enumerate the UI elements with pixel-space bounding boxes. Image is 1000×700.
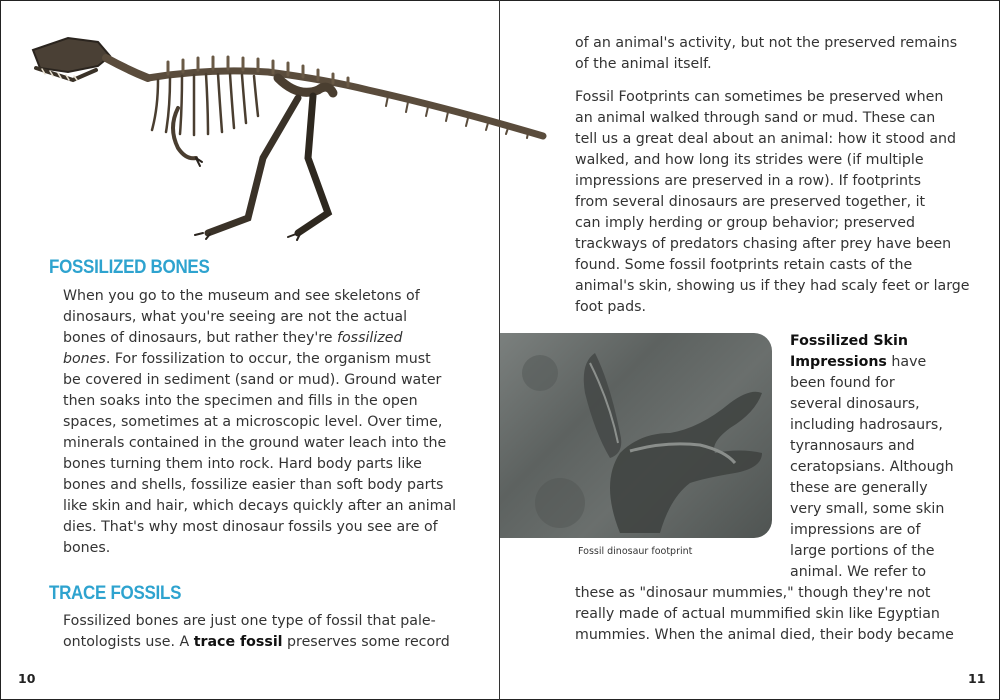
italic-term: fossilized bbox=[337, 330, 403, 346]
text-line: found. Some fossil footprints retain casts of the bbox=[575, 257, 913, 273]
text-line: an animal walked through sand or mud. These can bbox=[575, 110, 936, 126]
page-number-left: 10 bbox=[18, 671, 36, 686]
text-span: have bbox=[886, 354, 927, 370]
text-line: Fossilized bones are just one type of fossil that pale- bbox=[63, 613, 436, 629]
text-line: impressions are of bbox=[790, 522, 921, 538]
text-line: animal. We refer to bbox=[790, 564, 927, 580]
bold-term: Impressions bbox=[790, 354, 887, 370]
text-line: including hadrosaurs, bbox=[790, 417, 943, 433]
text-line bbox=[63, 632, 483, 653]
bold-term: trace fossil bbox=[193, 634, 283, 650]
text-line: bones turning them into rock. Hard body parts like bbox=[63, 456, 422, 472]
text-line: spaces, sometimes at a microscopic level. Over time, bbox=[63, 414, 443, 430]
intro-paragraph bbox=[575, 33, 975, 75]
photo-caption: Fossil dinosaur footprint bbox=[578, 546, 693, 557]
text-span: ontologists use. A bbox=[63, 634, 194, 650]
text-line bbox=[63, 328, 483, 349]
dinosaur-skeleton-image bbox=[28, 28, 548, 243]
text-line: minerals contained in the ground water leach into the bbox=[63, 435, 447, 451]
text-line: Fossil Footprints can sometimes be preserved when bbox=[575, 89, 944, 105]
text-line bbox=[63, 349, 483, 370]
text-line: tyrannosaurs and bbox=[790, 438, 915, 454]
text-line: really made of actual mummified skin like Egyptian bbox=[575, 606, 940, 622]
footprints-paragraph bbox=[575, 87, 975, 318]
text-line: dies. That's why most dinosaur fossils you see are of bbox=[63, 519, 438, 535]
left-page bbox=[0, 0, 499, 700]
footprint-icon bbox=[500, 333, 772, 538]
text-line: bones and shells, fossilize easier than soft body parts bbox=[63, 477, 444, 493]
text-line: large portions of the bbox=[790, 543, 935, 559]
text-line: very small, some skin bbox=[790, 501, 945, 517]
text-line: ceratopsians. Although bbox=[790, 459, 954, 475]
text-line: of the animal itself. bbox=[575, 56, 712, 72]
skin-impressions-continued bbox=[575, 583, 975, 646]
bold-term: Fossilized Skin bbox=[790, 333, 908, 349]
text-line: then soaks into the specimen and fills in the open bbox=[63, 393, 418, 409]
text-line: trackways of predators chasing after prey have been bbox=[575, 236, 952, 252]
text-line: animal's skin, showing us if they had scaly feet or large bbox=[575, 278, 970, 294]
text-line: impressions are preserved in a row). If footprints bbox=[575, 173, 921, 189]
text-line bbox=[790, 352, 990, 373]
text-span: bones of dinosaurs, but rather they're bbox=[63, 330, 337, 346]
text-line: When you go to the museum and see skeletons of bbox=[63, 288, 420, 304]
skin-impressions-paragraph bbox=[790, 331, 990, 583]
text-line: walked, and how long its strides were (if multiple bbox=[575, 152, 924, 168]
fossil-footprint-photo bbox=[500, 333, 772, 538]
text-line bbox=[790, 331, 990, 352]
text-span: preserves some record bbox=[282, 634, 450, 650]
italic-term: bones bbox=[63, 351, 106, 367]
section-heading-fossilized-bones: FOSSILIZED BONES bbox=[49, 256, 210, 278]
text-line: foot pads. bbox=[575, 299, 647, 315]
text-line: tell us a great deal about an animal: how it stood and bbox=[575, 131, 957, 147]
text-line: dinosaurs, what you're seeing are not the actual bbox=[63, 309, 408, 325]
text-line: several dinosaurs, bbox=[790, 396, 920, 412]
text-line: bones. bbox=[63, 540, 111, 556]
text-span: . For fossilization to occur, the organism must bbox=[105, 351, 431, 367]
text-line: these are generally bbox=[790, 480, 928, 496]
text-line: been found for bbox=[790, 375, 895, 391]
section-heading-trace-fossils: TRACE FOSSILS bbox=[49, 582, 182, 604]
page-number-right: 11 bbox=[968, 671, 986, 686]
text-line: of an animal's activity, but not the preserved remains bbox=[575, 35, 958, 51]
text-line: from several dinosaurs are preserved together, it bbox=[575, 194, 926, 210]
text-line: be covered in sediment (sand or mud). Ground water bbox=[63, 372, 442, 388]
fossilized-bones-paragraph bbox=[63, 286, 483, 559]
text-line: these as "dinosaur mummies," though they're not bbox=[575, 585, 931, 601]
text-line: can imply herding or group behavior; preserved bbox=[575, 215, 916, 231]
text-line: like skin and hair, which decays quickly after an animal bbox=[63, 498, 457, 514]
trace-fossils-paragraph bbox=[63, 611, 483, 653]
text-line: mummies. When the animal died, their body became bbox=[575, 627, 954, 643]
